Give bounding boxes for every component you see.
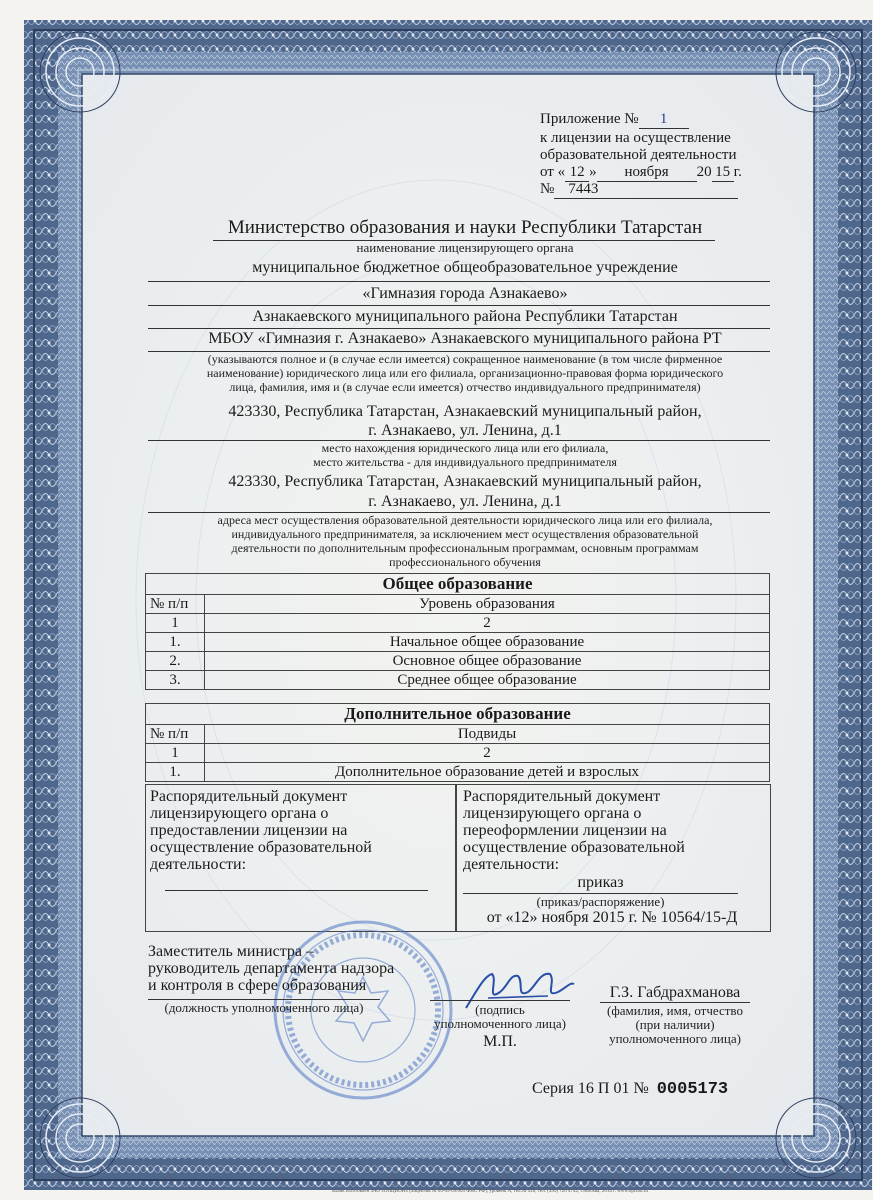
general-education-title: Общее образование [146,574,770,595]
grant-line-5: деятельности: [150,856,247,873]
row-number: 1. [146,763,205,782]
name-caption-1: (фамилия, имя, отчество [607,1003,743,1018]
appendix-number-line [540,111,689,129]
activity-caption-2: индивидуального предпринимателя, за исключением мест осуществления образовательной [231,527,699,541]
license-number: 7443 [554,181,738,199]
index-cell: 1 [146,744,205,763]
print-footer: Бланк изготовлен ЗАО «ОПЦИОН» (лицензия № 05-05-09/003 ФНС РФ), уровень А, тел.№ 520, тел. (495) 726 4742, г.Москва, 2014 г. www.opcion.ru [332,1189,648,1194]
activity-address-line-2: г. Азнакаево, ул. Ленина, д.1 [368,493,562,510]
table-title-row [146,574,770,595]
signature-caption-1: (подпись [475,1002,525,1017]
activity-caption-1: адреса мест осуществления образовательной деятельности юридического лица или его филиала, [217,513,713,527]
row-level: Начальное общее образование [205,633,770,652]
index-cell: 2 [205,614,770,633]
series-number: 0005173 [656,1080,729,1099]
column-header-number: № п/п [146,595,205,614]
address-caption-1: место нахождения юридического лица или его филиала, [321,441,609,455]
reissue-line-2: лицензирующего органа о [463,805,642,822]
activity-address-line-1: 423330, Республика Татарстан, Азнакаевский муниципальный район, [228,473,702,490]
signature-caption-2: уполномоченного лица) [434,1016,566,1031]
row-level: Основное общее образование [205,652,770,671]
appendix-number: 1 [639,111,689,129]
table-header-row [146,595,770,614]
date-year-suffix: г. [733,164,742,180]
activity-caption-3: деятельности по дополнительным профессиональным программам, основным программам [231,541,699,555]
authority-caption: наименование лицензирующего органа [356,240,574,255]
org-name-line-3: Азнакаевского муниципального района Республики Татарстан [252,308,678,325]
signatory-position [148,943,394,994]
row-number: 3. [146,671,205,690]
table-index-row [146,744,770,763]
org-short-name: МБОУ «Гимназия г. Азнакаево» Азнакаевского муниципального района РТ [208,330,722,347]
table-row [146,763,770,782]
reissue-line-1: Распорядительный документ [463,788,661,805]
org-name-line-1: муниципальное бюджетное общеобразовательное учреждение [252,259,678,276]
address-line-1: 423330, Республика Татарстан, Азнакаевский муниципальный район, [228,403,702,420]
org-caption-3: лица, фамилия, имя и (в случае если имеется) отчество индивидуального предпринимателя) [229,380,701,394]
grant-line-2: лицензирующего органа о [150,805,329,822]
reissue-line-5: деятельности: [463,856,560,873]
org-caption-2: наименование) юридического лица или его филиала, организационно-правовая форма юридического [206,366,724,380]
date-quote: » [589,164,597,180]
org-rule-2 [148,305,770,306]
position-line-1: Заместитель министра – [148,943,314,960]
name-caption-3: уполномоченного лица) [609,1031,741,1046]
grant-line-4: осуществление образовательной [150,839,372,856]
row-number: 2. [146,652,205,671]
org-name-line-2: «Гимназия города Азнакаево» [362,285,568,302]
date-year-prefix: 20 [696,164,712,180]
additional-education-title: Дополнительное образование [146,704,770,725]
org-caption-1: (указываются полное и (в случае если имеется) сокращенное наименование (в том числе фирменное [207,352,723,366]
table-title-row [146,704,770,725]
table-header-row [146,725,770,744]
date-year: 15 [712,164,734,182]
grant-blank-line [165,890,428,891]
grant-document-text [150,788,372,873]
license-no-sign: № [540,181,555,197]
authority-name: Министерство образования и науки Республики Татарстан [227,217,703,238]
signatory-name: Г.З. Габдрахманова [609,984,741,1001]
signature-rule [430,1000,570,1001]
index-cell: 2 [205,744,770,763]
table-row [146,652,770,671]
address-line-2: г. Азнакаево, ул. Ленина, д.1 [368,422,562,439]
table-index-row [146,614,770,633]
date-day: 12 [565,164,589,182]
column-header-level: Уровень образования [205,595,770,614]
appendix-line-3: образовательной деятельности [540,147,737,163]
license-number-line [540,181,738,199]
date-from-label: от « [540,164,566,180]
activity-caption-4: профессионального обучения [389,555,541,569]
reissue-doc-type: приказ [577,874,624,891]
table-row [146,671,770,690]
appendix-label: Приложение № [540,111,639,127]
reissue-document-text [463,788,685,873]
reissue-type-caption: (приказ/распоряжение) [536,894,665,909]
position-line-2: руководитель департамента надзора [148,960,395,977]
general-education-table [145,573,770,690]
row-subtype: Дополнительное образование детей и взрослых [205,763,770,782]
position-line-3: и контроля в сфере образования [148,977,367,994]
row-level: Среднее общее образование [205,671,770,690]
row-number: 1. [146,633,205,652]
date-month: ноября [597,164,697,182]
form-series [532,1080,728,1099]
grant-line-1: Распорядительный документ [150,788,348,805]
appendix-line-2: к лицензии на осуществление [540,130,731,146]
org-rule-3 [148,328,770,329]
grant-line-3: предоставлении лицензии на [150,822,348,839]
name-caption-2: (при наличии) [635,1017,715,1032]
appendix-date-line [540,164,742,182]
seal-place-label: М.П. [483,1033,517,1050]
reissue-line-4: осуществление образовательной [463,839,685,856]
reissue-doc-date: от «12» ноября 2015 г. № 10564/15-Д [486,909,738,926]
column-header-number: № п/п [146,725,205,744]
position-caption: (должность уполномоченного лица) [164,1000,364,1015]
reissue-line-3: переоформлении лицензии на [463,822,667,839]
index-cell: 1 [146,614,205,633]
table-row [146,633,770,652]
org-rule-1 [148,281,770,282]
address-caption-2: место жительства - для индивидуального предпринимателя [313,455,617,469]
additional-education-table [145,703,770,782]
series-label: Серия 16 П 01 № [532,1080,649,1097]
column-header-subtypes: Подвиды [205,725,770,744]
